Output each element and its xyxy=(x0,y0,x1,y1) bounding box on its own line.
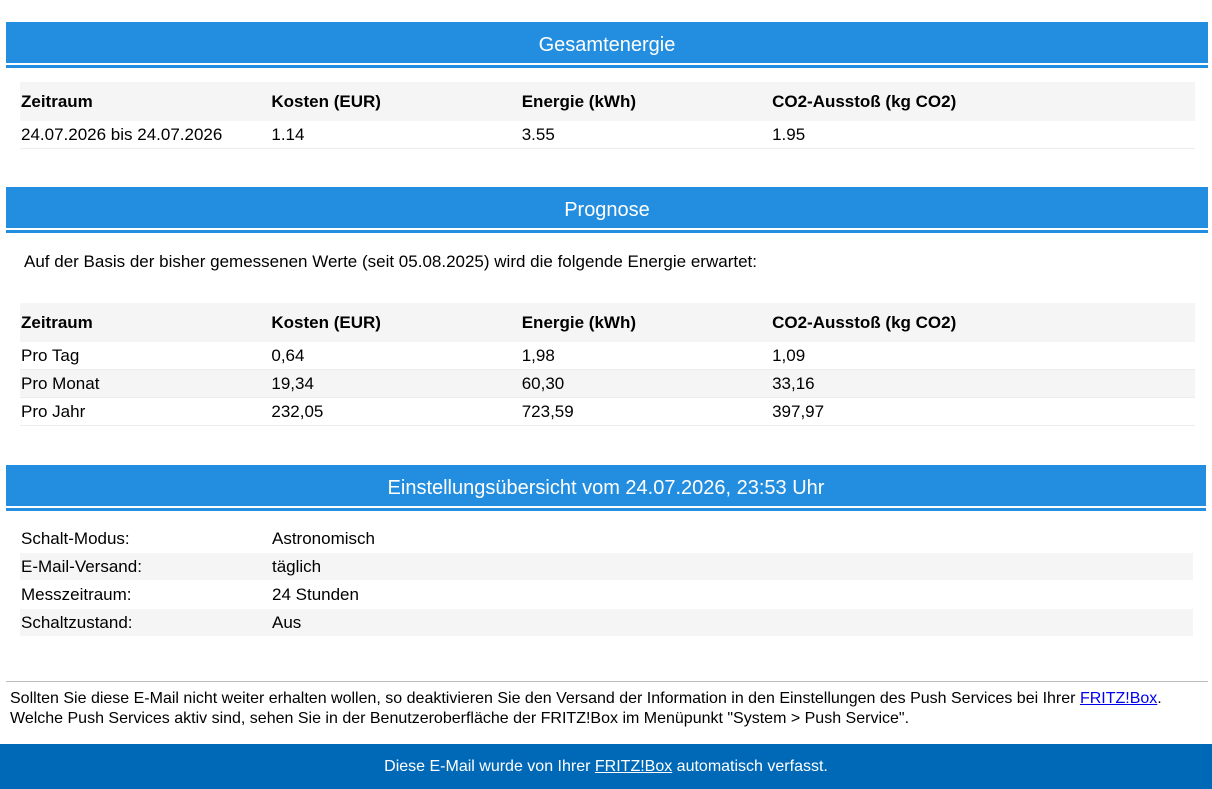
table-cell: Pro Jahr xyxy=(21,401,86,421)
footer-notice xyxy=(10,689,1208,729)
settings-label: Schalt-Modus: xyxy=(21,528,130,548)
column-header: CO2-Ausstoß (kg CO2) xyxy=(772,91,957,111)
table-cell: 1.95 xyxy=(772,124,806,144)
section-header-total xyxy=(6,22,1208,68)
table-cell: 723,59 xyxy=(521,401,574,421)
fritzbox-link[interactable]: FRITZ!Box xyxy=(1079,690,1158,707)
table-cell: 24.07.2026 bis 24.07.2026 xyxy=(21,124,223,144)
settings-row xyxy=(20,525,1193,553)
settings-label: Messzeitraum: xyxy=(21,584,132,604)
section-title: Einstellungsübersicht vom 24.07.2026, 23:53 Uhr xyxy=(387,477,825,499)
column-header: Energie (kWh) xyxy=(521,312,637,332)
table-cell: 232,05 xyxy=(271,401,324,421)
footer-bar-pre: Diese E-Mail wurde von Ihrer xyxy=(384,757,595,775)
footer-divider xyxy=(6,681,1208,682)
table-row xyxy=(20,342,1195,370)
table-header-row xyxy=(20,303,1195,342)
footer-bar-post: automatisch verfasst. xyxy=(672,757,828,775)
forecast-intro: Auf der Basis der bisher gemessenen Werte (seit 05.08.2025) wird die folgende Energie erwartet: xyxy=(24,252,757,271)
table-cell: 33,16 xyxy=(772,373,815,393)
table-cell: 3.55 xyxy=(521,124,555,144)
column-header: Kosten (EUR) xyxy=(271,91,381,111)
column-header: Kosten (EUR) xyxy=(271,312,381,332)
settings-value: Aus xyxy=(272,612,302,632)
total-table xyxy=(20,82,1195,149)
column-header: Energie (kWh) xyxy=(521,91,637,111)
table-cell: Pro Tag xyxy=(21,345,80,365)
table-row xyxy=(20,398,1195,426)
header-underline xyxy=(6,506,1206,508)
fritzbox-footer-link[interactable]: FRITZ!Box xyxy=(594,757,673,775)
section-header-forecast xyxy=(6,187,1208,233)
section-title: Gesamtenergie xyxy=(538,34,676,56)
settings-value: 24 Stunden xyxy=(272,584,359,604)
header-underline xyxy=(6,63,1208,65)
table-cell: 0,64 xyxy=(271,345,305,365)
table-cell: 19,34 xyxy=(271,373,314,393)
table-cell: 1,98 xyxy=(521,345,555,365)
footer-line-1-end: . xyxy=(1157,690,1162,707)
header-underline xyxy=(6,228,1208,230)
settings-row xyxy=(20,553,1193,581)
table-cell: Pro Monat xyxy=(21,373,100,393)
settings-value: täglich xyxy=(272,556,322,576)
settings-label: Schaltzustand: xyxy=(21,612,133,632)
settings-value: Astronomisch xyxy=(272,528,375,548)
table-row xyxy=(20,121,1195,149)
table-header-row xyxy=(20,82,1195,121)
settings-table xyxy=(20,525,1193,637)
section-title: Prognose xyxy=(564,199,650,221)
column-header: CO2-Ausstoß (kg CO2) xyxy=(772,312,957,332)
footer-line-1 xyxy=(10,689,1208,709)
section-header-settings xyxy=(6,465,1206,511)
footer-line-2: Welche Push Services aktiv sind, sehen Sie in der Benutzeroberfläche der FRITZ!Box im Menüpunkt "System > Push Service". xyxy=(10,710,910,727)
settings-row xyxy=(20,609,1193,637)
settings-row xyxy=(20,581,1193,609)
table-cell: 1.14 xyxy=(271,124,305,144)
footer-bar xyxy=(0,744,1212,789)
column-header: Zeitraum xyxy=(21,91,93,111)
table-row xyxy=(20,370,1195,398)
settings-label: E-Mail-Versand: xyxy=(21,556,142,576)
column-header: Zeitraum xyxy=(21,312,93,332)
footer-line-1-text: Sollten Sie diese E-Mail nicht weiter erhalten wollen, so deaktivieren Sie den Versand der Information in den Einstellungen des Push Services bei Ihrer xyxy=(10,690,1080,707)
table-cell: 1,09 xyxy=(772,345,806,365)
table-cell: 397,97 xyxy=(772,401,825,421)
forecast-table xyxy=(20,303,1195,426)
table-cell: 60,30 xyxy=(521,373,565,393)
